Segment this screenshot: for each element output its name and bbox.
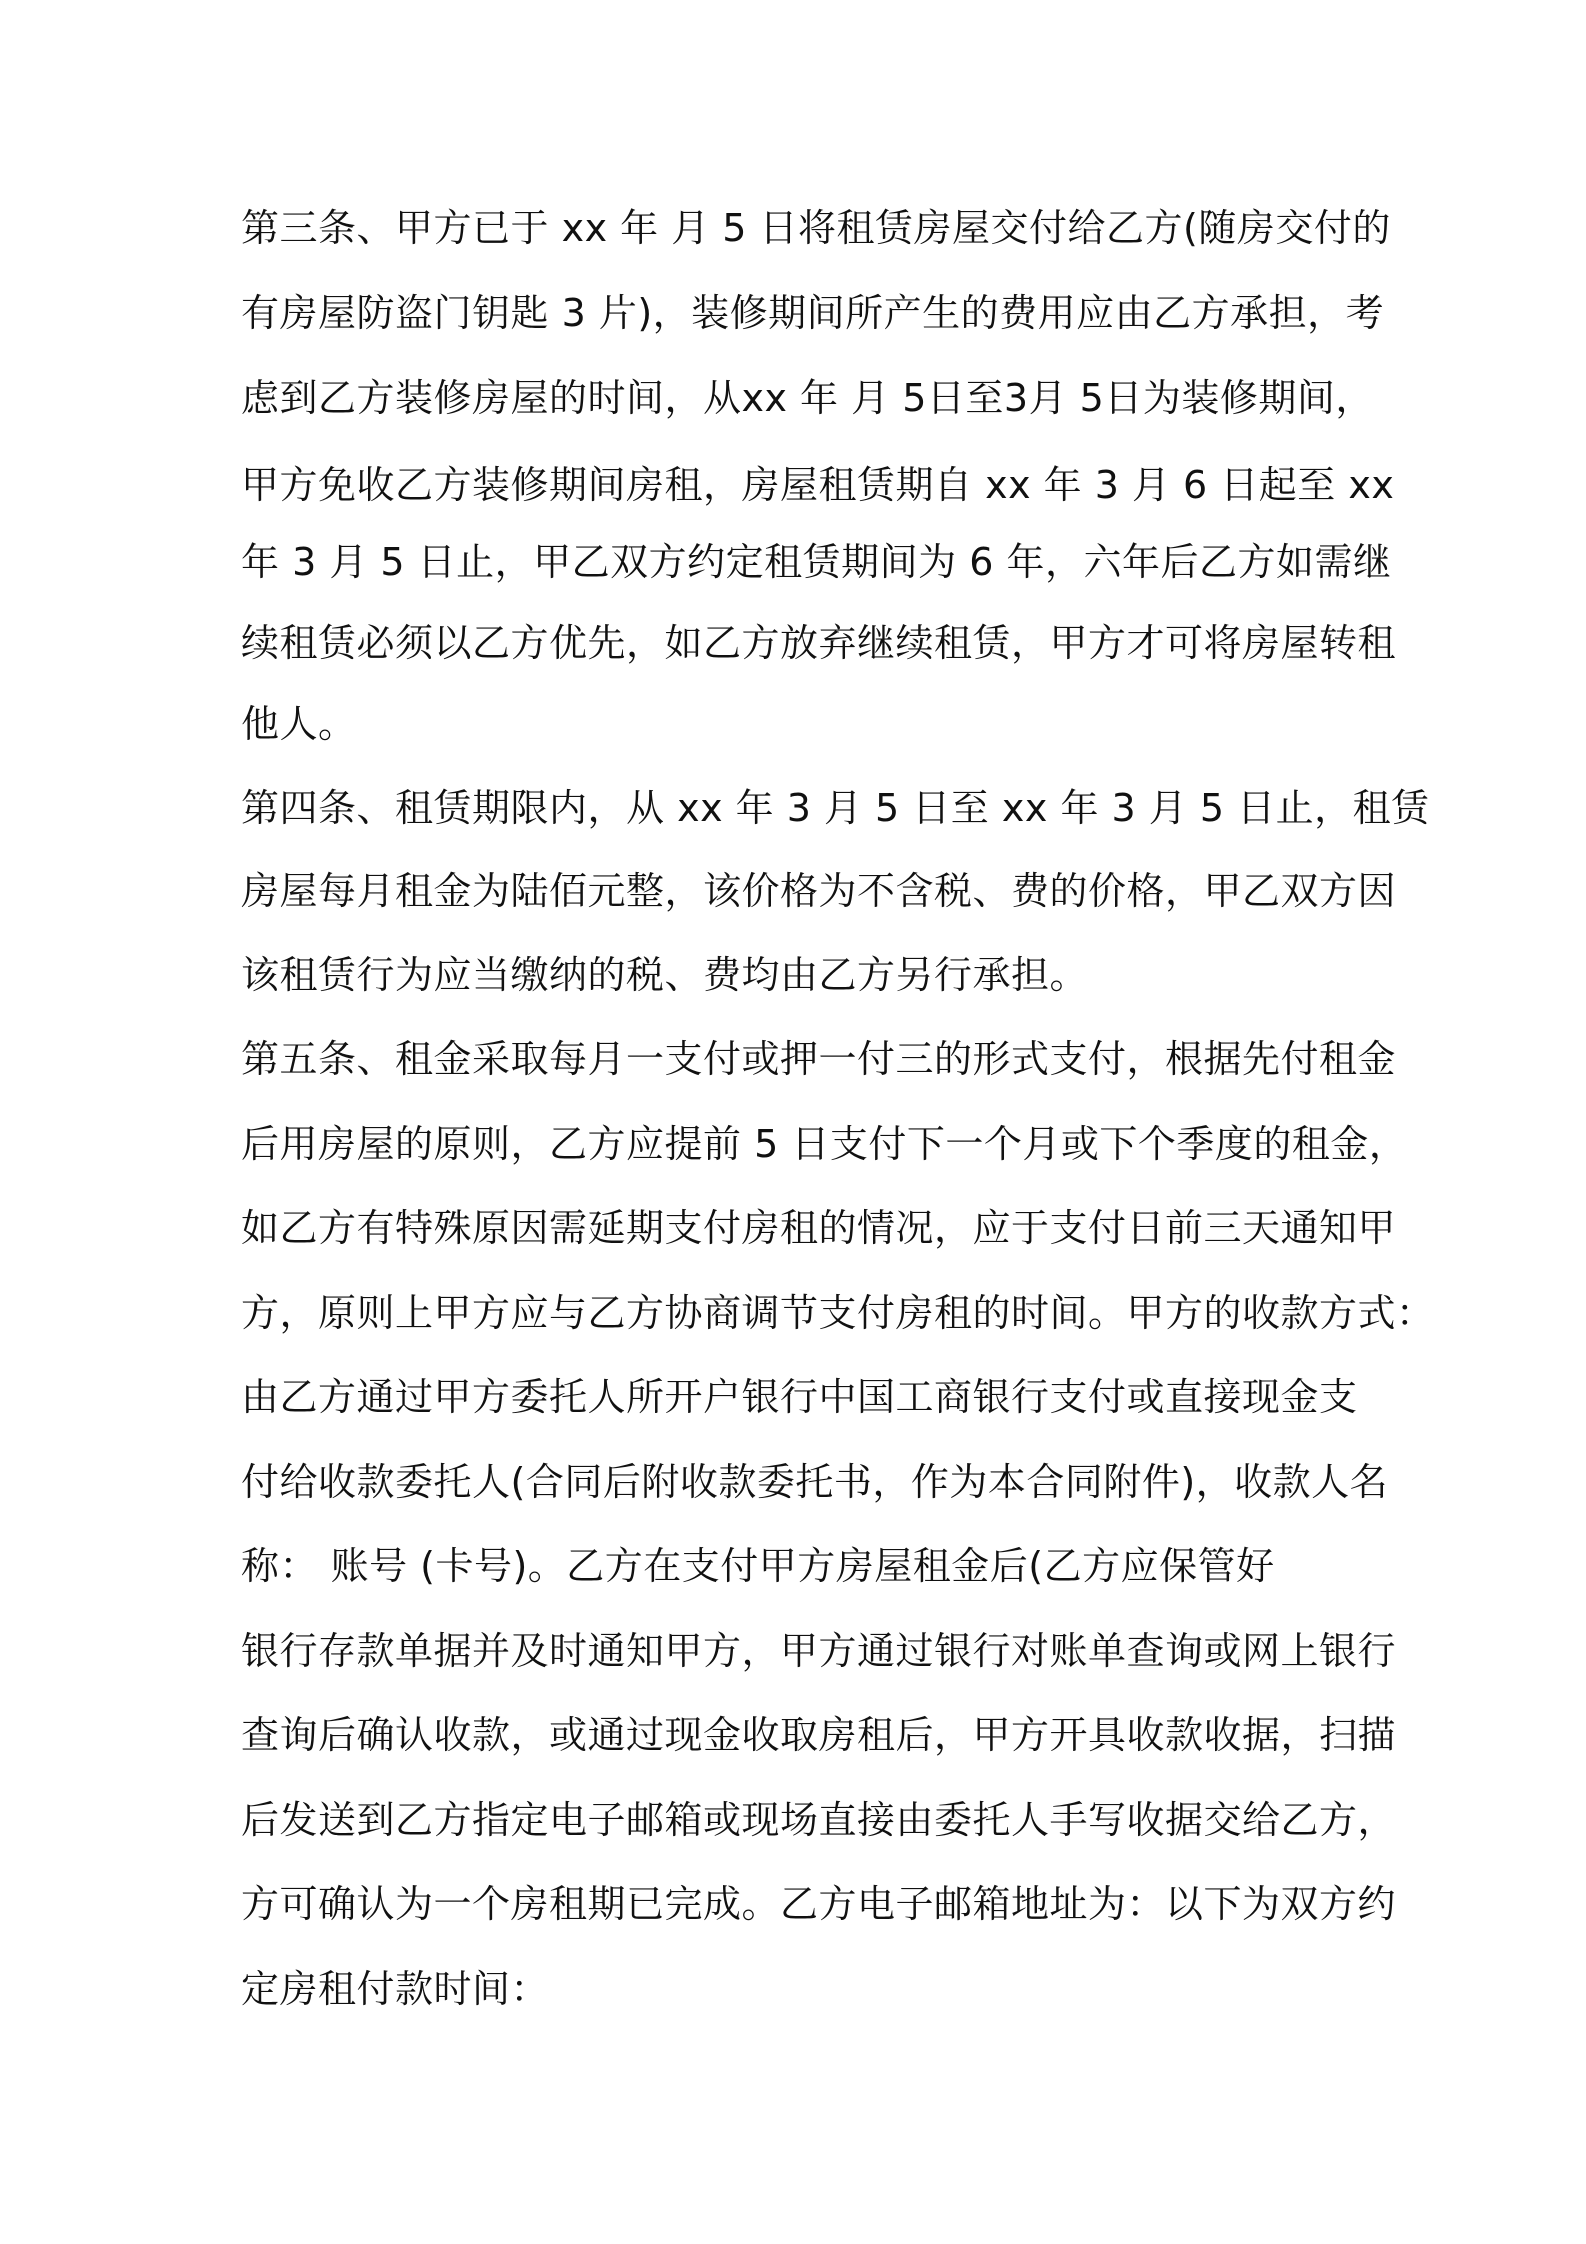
text-line: 该租赁行为应当缴纳的税、费均由乙方另行承担。: [241, 953, 1089, 997]
text-line: 第四条、租赁期限内，从 xx 年 3 月 5 日至 xx 年 3 月 5 日止，租赁: [241, 786, 1430, 830]
text-line: 年 3 月 5 日止，甲乙双方约定租赁期间为 6 年，六年后乙方如需继: [241, 540, 1392, 584]
text-line: 由乙方通过甲方委托人所开户银行中国工商银行支付或直接现金支: [241, 1375, 1358, 1419]
text-line: 第五条、租金采取每月一支付或押一付三的形式支付，根据先付租金: [241, 1037, 1397, 1081]
text-line: 房屋每月租金为陆佰元整，该价格为不含税、费的价格，甲乙双方因: [241, 869, 1397, 913]
text-line: 银行存款单据并及时通知甲方，甲方通过银行对账单查询或网上银行: [241, 1629, 1397, 1673]
text-line: 续租赁必须以乙方优先，如乙方放弃继续租赁，甲方才可将房屋转租: [241, 621, 1397, 665]
text-line: 有房屋防盗门钥匙 3 片)，装修期间所产生的费用应由乙方承担，考: [241, 291, 1385, 335]
text-line: 查询后确认收款，或通过现金收取房租后，甲方开具收款收据，扫描: [241, 1713, 1397, 1757]
text-line: 方可确认为一个房租期已完成。乙方电子邮箱地址为：以下为双方约: [241, 1882, 1397, 1926]
text-line: 定房租付款时间：: [241, 1967, 550, 2011]
text-line: 付给收款委托人(合同后附收款委托书，作为本合同附件)，收款人名: [241, 1460, 1389, 1504]
text-line: 后用房屋的原则，乙方应提前 5 日支付下一个月或下个季度的租金，: [241, 1122, 1408, 1166]
text-line: 第三条、甲方已于 xx 年 月 5 日将租赁房屋交付给乙方(随房交付的: [241, 206, 1391, 250]
text-line: 如乙方有特殊原因需延期支付房租的情况，应于支付日前三天通知甲: [241, 1206, 1397, 1250]
text-line: 虑到乙方装修房屋的时间，从xx 年 月 5日至3月 5日为装修期间，: [241, 376, 1374, 420]
text-line: 称： 账号 (卡号)。乙方在支付甲方房屋租金后(乙方应保管好: [241, 1544, 1275, 1588]
text-line: 后发送到乙方指定电子邮箱或现场直接由委托人手写收据交给乙方，: [241, 1798, 1397, 1842]
text-line: 他人。: [241, 702, 357, 746]
text-line: 方，原则上甲方应与乙方协商调节支付房租的时间。甲方的收款方式：: [241, 1291, 1435, 1335]
text-line: 甲方免收乙方装修期间房租，房屋租赁期自 xx 年 3 月 6 日起至 xx: [241, 463, 1395, 507]
